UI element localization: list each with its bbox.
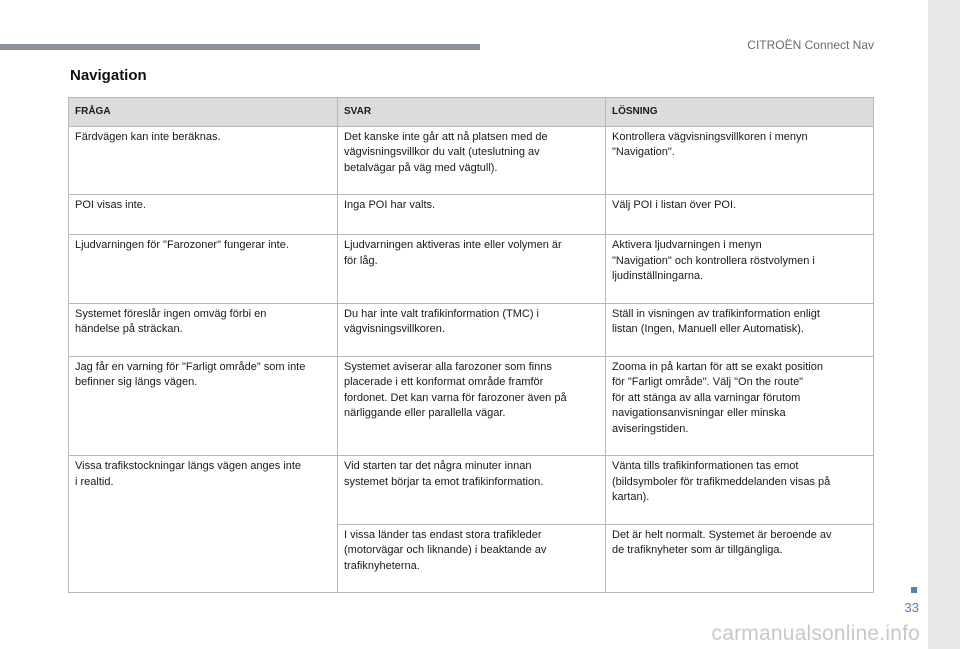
header-brand: CITROËN Connect Nav xyxy=(747,38,874,52)
watermark: carmanualsonline.info xyxy=(711,622,920,645)
page-edge-strip xyxy=(928,0,960,649)
troubleshooting-table xyxy=(68,97,874,593)
section-title: Navigation xyxy=(70,67,147,84)
column-header-answer: SVAR xyxy=(338,98,606,127)
solution-cell: Ställ in visningen av trafikinformation enligt listan (Ingen, Manuell eller Automatisk). xyxy=(606,303,874,356)
answer-cell: Systemet aviserar alla farozoner som finns placerade i ett konformat område framför fordonet. Det kan varna för farozoner även på närliggande eller parallella vägar. xyxy=(338,356,606,456)
answer-cell: Vid starten tar det några minuter innan systemet börjar ta emot trafikinformation. xyxy=(338,456,606,525)
answer-cell: Du har inte valt trafikinformation (TMC) i vägvisningsvillkoren. xyxy=(338,303,606,356)
question-cell: Systemet föreslår ingen omväg förbi en händelse på sträckan. xyxy=(69,303,338,356)
header-accent-bar xyxy=(0,44,480,50)
column-header-solution: LÖSNING xyxy=(606,98,874,127)
page-number: 33 xyxy=(904,600,919,615)
answer-cell: Det kanske inte går att nå platsen med de vägvisningsvillkor du valt (uteslutning av betalvägar på väg med vägtull). xyxy=(338,126,606,195)
solution-cell: Vänta tills trafikinformationen tas emot (bildsymboler för trafikmeddelanden visas på kartan). xyxy=(606,456,874,525)
question-cell: POI visas inte. xyxy=(69,195,338,235)
table-row xyxy=(69,126,874,195)
solution-cell: Kontrollera vägvisningsvillkoren i menyn "Navigation". xyxy=(606,126,874,195)
table-header-row xyxy=(69,98,874,127)
table-row xyxy=(69,456,874,525)
question-cell: Ljudvarningen för "Farozoner" fungerar inte. xyxy=(69,235,338,304)
page-marker xyxy=(911,587,917,593)
question-cell: Färdvägen kan inte beräknas. xyxy=(69,126,338,195)
solution-cell: Det är helt normalt. Systemet är beroende av de trafiknyheter som är tillgängliga. xyxy=(606,524,874,593)
solution-cell: Zooma in på kartan för att se exakt position för "Farligt område". Välj "On the route" för att stänga av alla varningar förutom navigationsanvisningar eller minska aviseringstiden. xyxy=(606,356,874,456)
table-row xyxy=(69,235,874,304)
table-row xyxy=(69,195,874,235)
answer-cell: Inga POI har valts. xyxy=(338,195,606,235)
solution-cell: Aktivera ljudvarningen i menyn "Navigation" och kontrollera röstvolymen i ljudinställningarna. xyxy=(606,235,874,304)
table-row xyxy=(69,356,874,456)
question-cell: Vissa trafikstockningar längs vägen anges inte i realtid. xyxy=(69,456,338,593)
column-header-question: FRÅGA xyxy=(69,98,338,127)
answer-cell: Ljudvarningen aktiveras inte eller volymen är för låg. xyxy=(338,235,606,304)
answer-cell: I vissa länder tas endast stora trafikleder (motorvägar och liknande) i beaktande av trafiknyheterna. xyxy=(338,524,606,593)
table-row xyxy=(69,303,874,356)
solution-cell: Välj POI i listan över POI. xyxy=(606,195,874,235)
question-cell: Jag får en varning för "Farligt område" som inte befinner sig längs vägen. xyxy=(69,356,338,456)
